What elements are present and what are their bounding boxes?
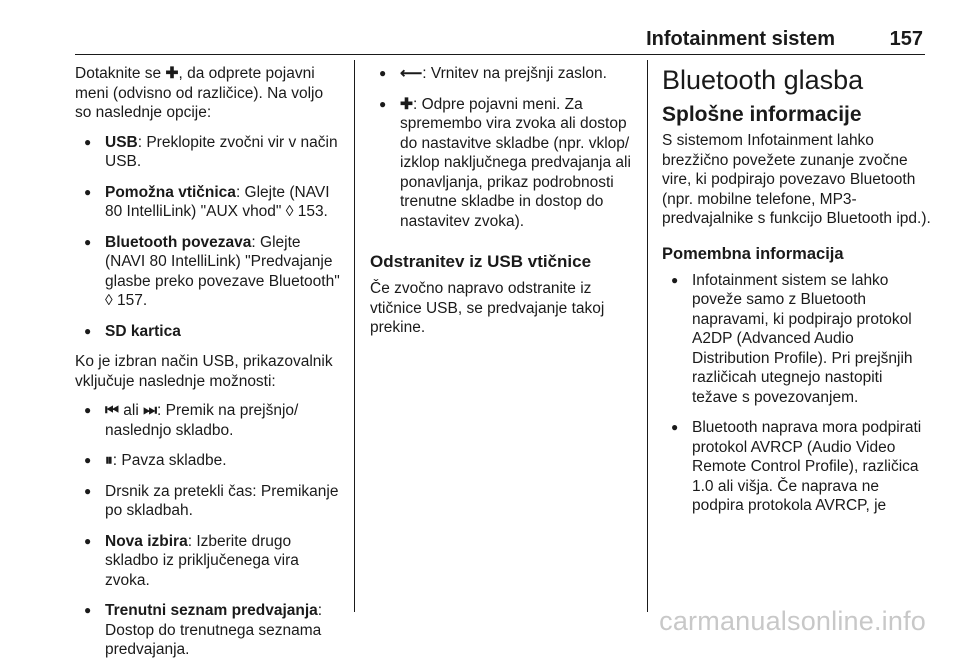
list-item: ● Infotainment sistem se lahko poveže samo z Bluetooth napravami, ki podpirajo protokol A2DP (Advanced Audio Distribution Profile). Pri prejšnjih različicah utegnejo nastopiti težave s povezovanjem. <box>662 271 932 408</box>
usb-remove-paragraph: Če zvočno napravo odstranite iz vtičnice USB, se predvajanje takoj prekine. <box>370 280 605 336</box>
control-list <box>370 64 638 231</box>
usb-options-list <box>75 401 343 660</box>
column-middle <box>370 64 638 348</box>
previous-track-icon: ⏮ <box>105 402 119 419</box>
list-item: ● SD kartica <box>75 322 343 342</box>
subsection-heading: Pomembna informacija <box>662 244 844 263</box>
section-heading: Odstranitev iz USB vtičnice <box>370 252 592 271</box>
next-track-icon: ⏭ <box>143 402 158 419</box>
list-item: ● Bluetooth naprava mora podpirati protokol AVRCP (Audio Video Remote Control Profile), različica 1.0 ali višja. Če naprava ne podpira protokola AVRCP, je <box>662 418 932 516</box>
list-item: ● Drsnik za pretekli čas: Premikanje po skladbah. <box>75 482 343 521</box>
watermark: carmanualsonline.info <box>659 606 926 636</box>
chapter-heading: Bluetooth glasba <box>662 65 864 95</box>
column-left <box>75 64 343 671</box>
list-item: ● Trenutni seznam predvajanja: Dostop do trenutnega seznama predvajanja. <box>75 601 343 660</box>
list-item: ● ⟵: Vrnitev na prejšnji zaslon. <box>370 64 638 84</box>
column-divider <box>647 60 648 612</box>
intro-paragraph: Dotaknite se ✚, da odprete pojavni meni (odvisno od različice). Na voljo so naslednje opcije: <box>75 65 324 121</box>
important-list <box>662 271 932 516</box>
pause-icon: ⏸ <box>105 452 113 469</box>
plus-icon: ✚ <box>400 95 413 113</box>
page-number: 157 <box>889 28 923 50</box>
list-item: ● USB: Preklopite zvočni vir v način USB. <box>75 133 343 172</box>
list-item: ● Nova izbira: Izberite drugo skladbo iz priključenega vira zvoka. <box>75 532 343 591</box>
usb-mode-paragraph: Ko je izbran način USB, prikazovalnik vključuje naslednje možnosti: <box>75 353 333 390</box>
plus-icon: ✚ <box>165 65 179 82</box>
page-title: Infotainment sistem <box>646 28 835 50</box>
list-item: ● ⏸: Pavza skladbe. <box>75 451 343 471</box>
back-arrow-icon: ⟵ <box>400 65 423 82</box>
list-item: ● Bluetooth povezava: Glejte (NAVI 80 IntelliLink) "Predvajanje glasbe preko povezave Bluetooth" ◊ 157. <box>75 233 343 311</box>
section-heading: Splošne informacije <box>662 103 862 126</box>
list-item: ● ⏮ ali ⏭: Premik na prejšnjo/ naslednjo skladbo. <box>75 401 343 440</box>
options-list <box>75 133 343 342</box>
page-header <box>75 22 925 55</box>
list-item: ● ✚: Odpre pojavni meni. Za spremembo vira zvoka ali dostop do nastavitve skladbe (npr. vklop/ izklop naključnega predvajanja ali ponavljanja, prikaz podrobnosti trenutne skladbe in dostop do nastavitev zvoka). <box>370 95 638 232</box>
list-item: ● Pomožna vtičnica: Glejte (NAVI 80 IntelliLink) "AUX vhod" ◊ 153. <box>75 183 343 222</box>
column-right <box>662 64 932 527</box>
intro-paragraph: S sistemom Infotainment lahko brezžično povežete zunanje zvočne vire, ki podpirajo povezavo Bluetooth (npr. mobilne telefone, MP3-predvajalnike s funkcijo Bluetooth ipd.). <box>662 132 931 227</box>
column-divider <box>354 60 355 612</box>
